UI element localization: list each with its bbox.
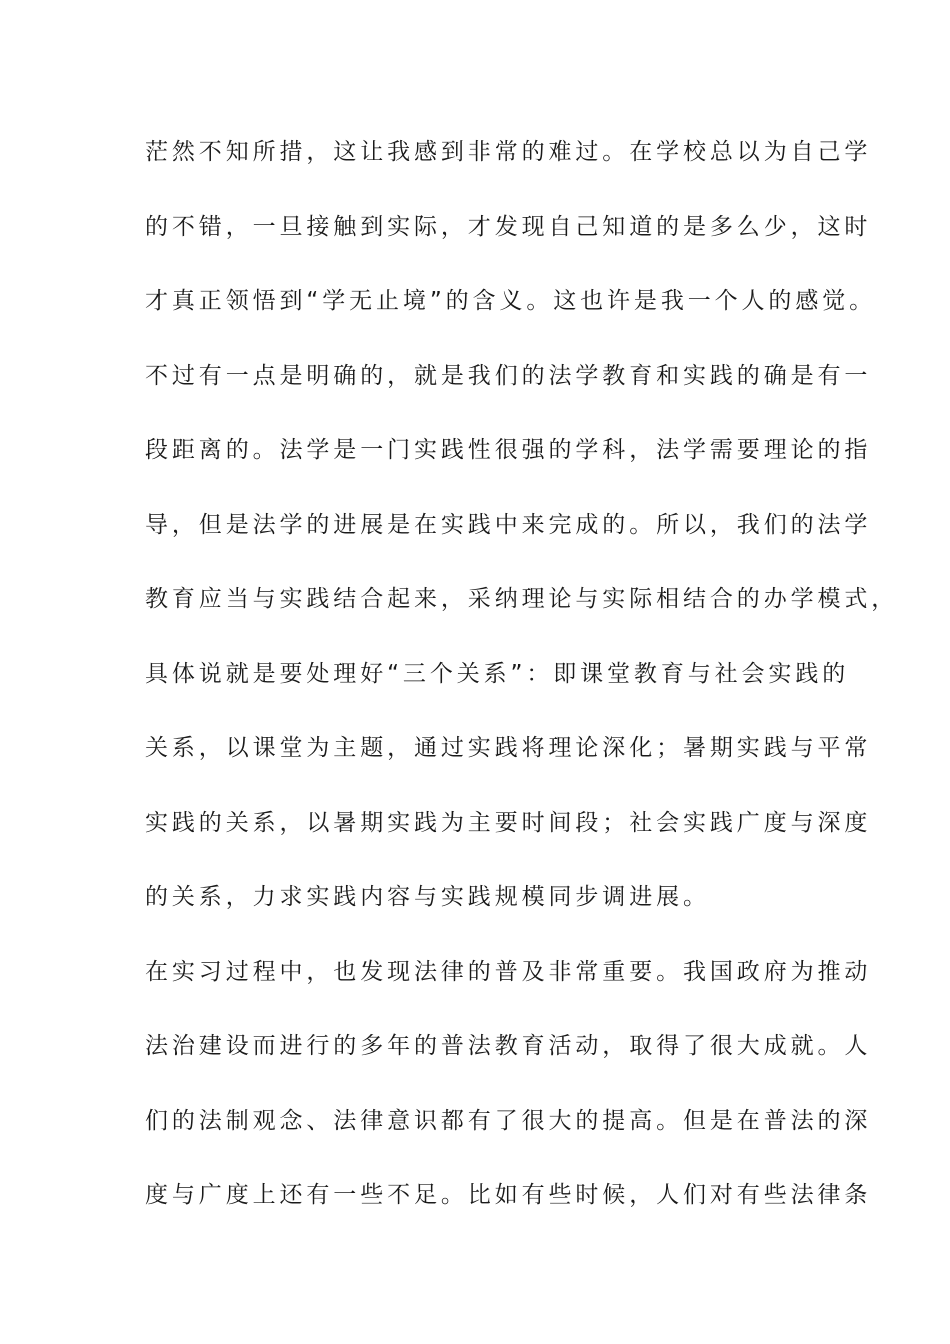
text-line: 的关系，力求实践内容与实践规模同步调进展。 <box>145 884 710 910</box>
text-line: 茫然不知所措，这让我感到非常的难过。在学校总以为自己学 <box>145 139 872 165</box>
text-line: 段距离的。法学是一门实践性很强的学科，法学需要理论的指 <box>145 437 872 463</box>
text-line: 具体说就是要处理好“三个关系”：即课堂教育与社会实践的 <box>145 660 850 687</box>
text-line: 们的法制观念、法律意识都有了很大的提高。但是在普法的深 <box>145 1107 872 1134</box>
text-line: 度与广度上还有一些不足。比如有些时候，人们对有些法律条 <box>145 1182 872 1208</box>
text-line: 关系，以课堂为主题，通过实践将理论深化；暑期实践与平常 <box>145 735 872 761</box>
text-line: 实践的关系，以暑期实践为主要时间段；社会实践广度与深度 <box>145 809 872 836</box>
text-line: 导，但是法学的进展是在实践中来完成的。所以，我们的法学 <box>145 511 872 538</box>
text-line: 不过有一点是明确的，就是我们的法学教育和实践的确是有一 <box>145 362 872 389</box>
text-line: 才真正领悟到“学无止境”的含义。这也许是我一个人的感觉。 <box>145 288 877 314</box>
text-line: 的不错，一旦接触到实际，才发现自己知道的是多么少，这时 <box>145 213 872 240</box>
body-text <box>145 130 899 1248</box>
text-line: 法治建设而进行的多年的普法教育活动，取得了很大成就。人 <box>145 1033 872 1059</box>
text-line: 教育应当与实践结合起来，采纳理论与实际相结合的办学模式， <box>145 586 899 612</box>
text-line: 在实习过程中，也发现法律的普及非常重要。我国政府为推动 <box>145 958 872 985</box>
